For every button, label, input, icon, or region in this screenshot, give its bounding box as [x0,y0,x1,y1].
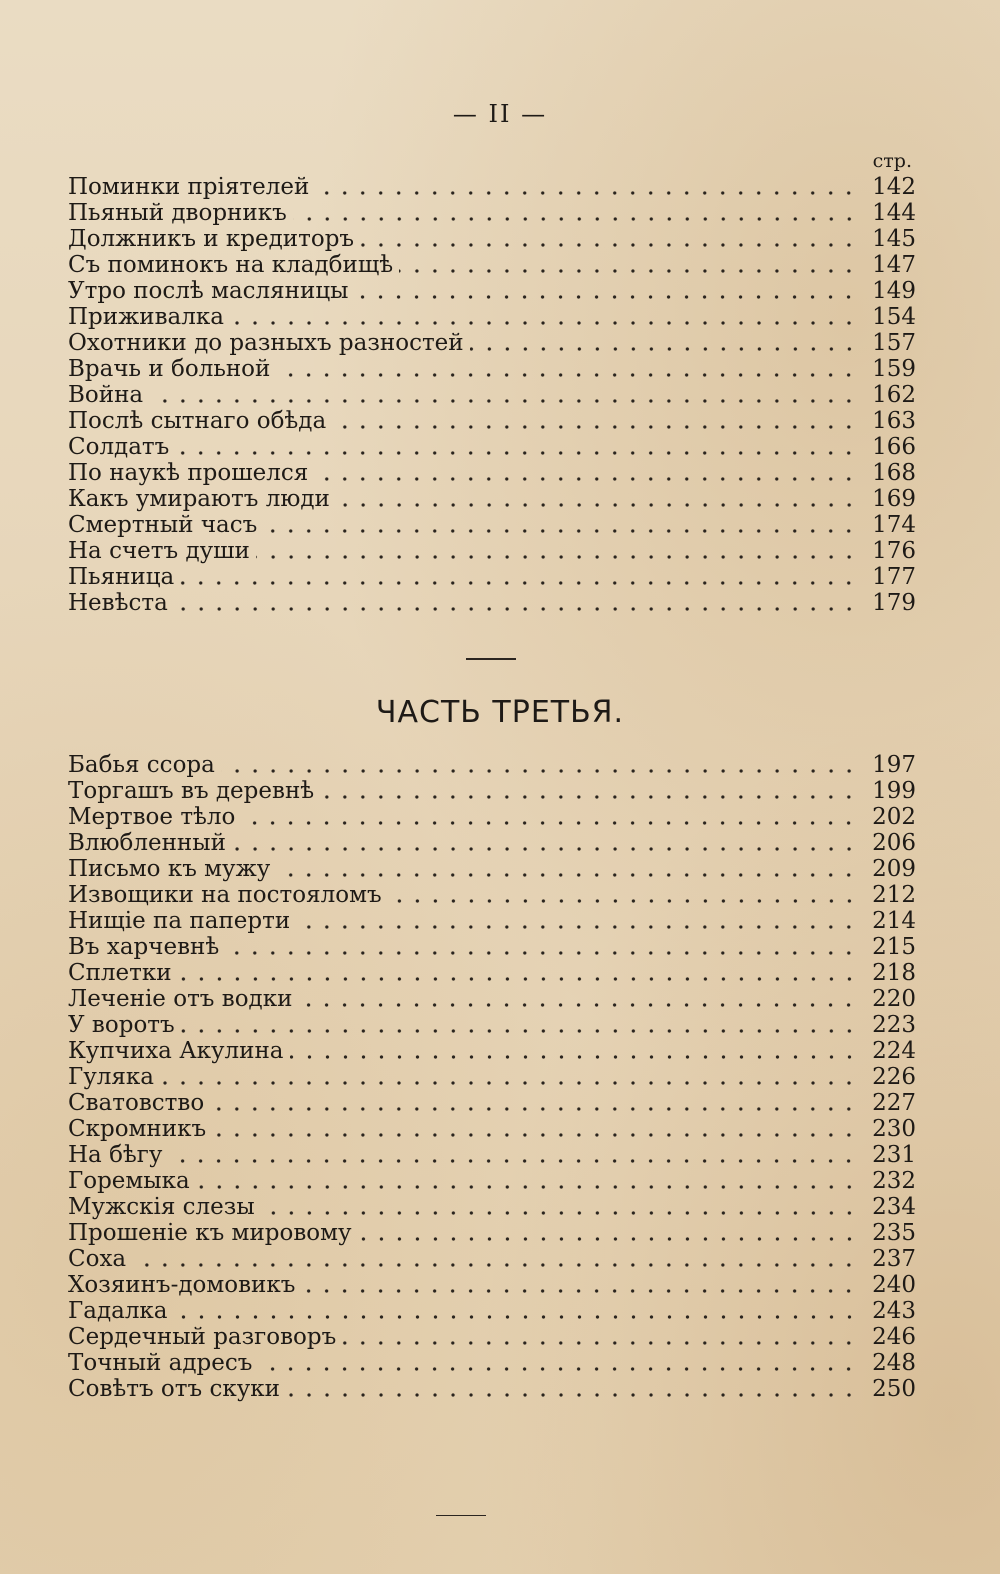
toc-entry-title: Нищiе па паперти [68,908,291,934]
toc-entry-title: Совѣтъ отъ скуки [68,1376,280,1402]
section-heading-part-three: ЧАСТЬ ТРЕТЬЯ. [375,695,625,730]
toc-entry-page: 218 [872,960,916,986]
toc-entry [68,538,916,564]
toc-entry [68,1246,916,1272]
dot-leader [261,1210,858,1216]
toc-entry [68,908,916,934]
toc-entry-title: Война [68,382,144,408]
dot-leader [168,1158,858,1164]
toc-entry-page: 163 [872,408,916,434]
toc-entry-page: 159 [872,356,916,382]
toc-entry-page: 202 [872,804,916,830]
toc-entry-page: 235 [872,1220,916,1246]
toc-entry-page: 214 [872,908,916,934]
toc-entry-title: Поминки прiятелей [68,174,310,200]
toc-entry-title: Гадалка [68,1298,168,1324]
toc-entry-title: На бѣгу [68,1142,163,1168]
toc-entry-title: Соха [68,1246,127,1272]
toc-entry-title: Сватовство [68,1090,205,1116]
dot-leader [181,1028,858,1034]
toc-entry [68,804,916,830]
dot-leader [320,794,858,800]
toc-entry [68,1272,916,1298]
toc-entry [68,200,916,226]
toc-entry-title: Утро послѣ масляницы [68,278,349,304]
toc-entry-page: 250 [872,1376,916,1402]
dot-leader [301,1288,858,1294]
toc-entry-page: 248 [872,1350,916,1376]
toc-entry-title: Какъ умираютъ люди [68,486,330,512]
toc-entry-page: 147 [872,252,916,278]
toc-entry-page: 166 [872,434,916,460]
toc-entry [68,1012,916,1038]
toc-entry-page: 206 [872,830,916,856]
dot-leader [293,216,858,222]
toc-entry [68,1064,916,1090]
toc-entry-title: Бабья ссора [68,752,215,778]
toc-entry-page: 212 [872,882,916,908]
toc-entry [68,304,916,330]
dot-leader [221,768,858,774]
toc-entry-title: Послѣ сытнаго обѣда [68,408,327,434]
toc-entry-page: 232 [872,1168,916,1194]
dot-leader [230,320,858,326]
dot-leader [225,950,858,956]
toc-entry-title: Въ харчевнѣ [68,934,220,960]
toc-entry-title: Хозяинъ-домовикъ [68,1272,296,1298]
toc-entry-title: Врачь и больной [68,356,271,382]
dot-leader [354,294,858,300]
toc-entry-title: Сердечный разговоръ [68,1324,337,1350]
toc-entry [68,1350,916,1376]
toc-entry-title: Пьяница [68,564,175,590]
toc-entry [68,856,916,882]
toc-entry-title: На счетъ души [68,538,250,564]
dot-leader [388,898,858,904]
toc-entry-page: 162 [872,382,916,408]
toc-entry [68,1324,916,1350]
toc-entry [68,174,916,200]
dot-leader [241,820,858,826]
dot-leader [174,606,858,612]
dot-leader [258,1366,858,1372]
toc-entry-title: Торгашъ въ деревнѣ [68,778,315,804]
toc-entry-page: 231 [872,1142,916,1168]
toc-entry-title: Извощики на постояломъ [68,882,382,908]
toc-entry-title: Сплетки [68,960,172,986]
toc-entry-page: 230 [872,1116,916,1142]
toc-entry-page: 234 [872,1194,916,1220]
dot-leader [160,1080,858,1086]
dot-leader [174,1314,858,1320]
toc-entry [68,1038,916,1064]
toc-entry [68,252,916,278]
dot-leader [149,398,858,404]
toc-entry-page: 224 [872,1038,916,1064]
toc-entry [68,330,916,356]
toc-entry [68,1168,916,1194]
toc-entry [68,830,916,856]
dot-leader [256,554,858,560]
dot-leader [315,190,858,196]
toc-entry-page: 215 [872,934,916,960]
toc-entry-page: 168 [872,460,916,486]
toc-entry [68,1376,916,1402]
toc-entry-title: Пьяный дворникъ [68,200,287,226]
dot-leader [210,1106,858,1112]
toc-entry-title: Охотники до разныхъ разностей [68,330,464,356]
dot-leader [180,580,858,586]
dot-leader [332,424,858,430]
toc-entry-title: Горемыка [68,1168,190,1194]
dot-leader [276,372,858,378]
toc-entry-title: Прошенiе къ мировому [68,1220,352,1246]
toc-entry-page: 154 [872,304,916,330]
toc-entry-page: 246 [872,1324,916,1350]
toc-entry-page: 227 [872,1090,916,1116]
toc-entry-page: 144 [872,200,916,226]
dot-leader [342,1340,858,1346]
toc-entry-title: Влюбленный [68,830,226,856]
toc-entry-page: 149 [872,278,916,304]
dot-leader [296,924,858,930]
dot-leader [232,846,858,852]
toc-entry-title: Должникъ и кредиторъ [68,226,355,252]
dot-leader [314,476,858,482]
toc-entry-page: 237 [872,1246,916,1272]
toc-entry-page: 177 [872,564,916,590]
toc-entry-title: Точный адресъ [68,1350,253,1376]
toc-entry [68,226,916,252]
toc-entry [68,1116,916,1142]
toc-entry-page: 174 [872,512,916,538]
page-number: — II — [452,100,548,128]
toc-entry-title: Мужскiя слезы [68,1194,255,1220]
toc-entry-title: Письмо къ мужу [68,856,271,882]
toc-entry-page: 199 [872,778,916,804]
toc-entry-title: Солдатъ [68,434,170,460]
toc-entry [68,882,916,908]
toc-entry-page: 142 [872,174,916,200]
toc-entry [68,356,916,382]
toc-entry [68,934,916,960]
toc-entry [68,486,916,512]
toc-entry-page: 209 [872,856,916,882]
dot-leader [336,502,858,508]
toc-entry-title: Невѣста [68,590,168,616]
toc-entry-page: 240 [872,1272,916,1298]
toc-part-two [68,174,916,616]
toc-entry [68,1090,916,1116]
toc-entry [68,960,916,986]
toc-entry [68,986,916,1012]
toc-entry-title: Смертный часъ [68,512,258,538]
toc-entry [68,1220,916,1246]
toc-entry [68,1194,916,1220]
dot-leader [263,528,858,534]
toc-entry [68,564,916,590]
dot-leader [358,1236,858,1242]
toc-entry-page: 169 [872,486,916,512]
toc-entry-page: 157 [872,330,916,356]
dot-leader [470,346,858,352]
toc-entry-page: 179 [872,590,916,616]
toc-entry-title: Гуляка [68,1064,154,1090]
toc-entry-page: 220 [872,986,916,1012]
dot-leader [360,242,858,248]
dot-leader [286,1392,858,1398]
toc-entry-title: Леченiе отъ водки [68,986,293,1012]
dot-leader [178,976,858,982]
dot-leader [290,1054,858,1060]
dot-leader [276,872,858,878]
toc-entry-page: 197 [872,752,916,778]
toc-entry [68,460,916,486]
dot-leader [132,1262,858,1268]
end-divider [436,1515,486,1516]
dot-leader [298,1002,858,1008]
dot-leader [212,1132,858,1138]
toc-entry [68,590,916,616]
toc-entry-page: 243 [872,1298,916,1324]
toc-entry-title: Мертвое тѣло [68,804,236,830]
toc-entry [68,434,916,460]
toc-entry-page: 176 [872,538,916,564]
section-divider [466,658,516,660]
toc-entry-page: 145 [872,226,916,252]
toc-entry [68,408,916,434]
toc-entry-title: У воротъ [68,1012,175,1038]
toc-entry-page: 223 [872,1012,916,1038]
toc-entry-title: Скромникъ [68,1116,207,1142]
toc-entry-title: Купчиха Акулина [68,1038,284,1064]
toc-entry-title: По наукѣ прошелся [68,460,309,486]
toc-entry [68,278,916,304]
dot-leader [175,450,858,456]
toc-entry [68,382,916,408]
page-column-header: стр. [872,150,912,172]
toc-entry [68,1142,916,1168]
toc-entry [68,1298,916,1324]
toc-entry [68,752,916,778]
dot-leader [399,268,858,274]
toc-part-three [68,752,916,1402]
toc-entry [68,778,916,804]
toc-entry [68,512,916,538]
dot-leader [196,1184,858,1190]
toc-entry-title: Приживалка [68,304,224,330]
toc-entry-page: 226 [872,1064,916,1090]
toc-entry-title: Съ поминокъ на кладбищѣ [68,252,394,278]
